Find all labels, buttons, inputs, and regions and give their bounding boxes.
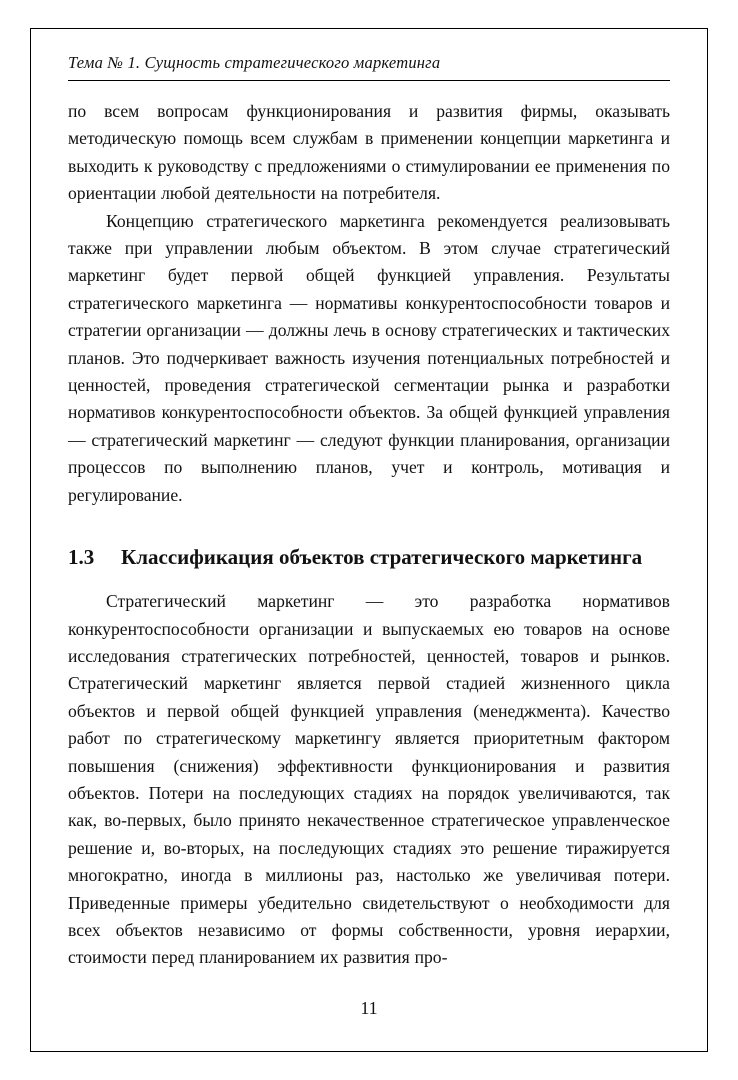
page-frame — [30, 28, 708, 1052]
section-number: 1.3 — [68, 545, 95, 570]
running-header: Тема № 1. Сущность стратегического маркетинга — [68, 53, 670, 81]
paragraph-continuation: по всем вопросам функционирования и развития фирмы, оказывать методическую помощь всем службам в применении концепции маркетинга и выходить к руководству с предложениями о стимулировании ее применения по ориентации любой деятельности на потребителя. — [68, 101, 670, 204]
page-content — [68, 53, 670, 972]
page-number: 11 — [360, 998, 378, 1018]
paragraph: Стратегический маркетинг — это разработка нормативов конкурентоспособности организации и выпускаемых ею товаров на основе исследования стратегических потребностей, ценностей, товаров и рынков. Стратегический маркетинг является первой стадией жизненного цикла объектов и первой общей функцией управления (менеджмента). Качество работ по стратегическому маркетингу является приоритетным фактором повышения (снижения) эффективности функционирования и развития объектов. Потери на последующих стадиях на порядок увеличиваются, так как, во-первых, было принято некачественное стратегическое управленческое решение и, во-вторых, на последующих стадиях это решение тиражируется многократно, иногда в миллионы раз, настолько же увеличивая потери. Приведенные примеры убедительно свидетельствуют о необходимости для всех объектов независимо от формы собственности, уровня иерархии, стоимости перед планированием их развития про- — [68, 591, 670, 968]
paragraph: Концепцию стратегического маркетинга рекомендуется реализовывать также при управлении любым объектом. В этом случае стратегический маркетинг будет первой общей функцией управления. Результаты стратегического маркетинга — нормативы конкурентоспособности товаров и стратегии организации — должны лечь в основу стратегических и тактических планов. Это подчеркивает важность изучения потенциальных потребностей и ценностей, проведения стратегической сегментации рынка и разработки нормативов конкурентоспособности объектов. За общей функцией управления — стратегический маркетинг — следуют функции планирования, организации процессов по выполнению планов, учет и контроль, мотивация и регулирование. — [68, 210, 670, 505]
section-heading — [68, 542, 670, 572]
section-title: Классификация объектов стратегического маркетинга — [121, 545, 643, 570]
